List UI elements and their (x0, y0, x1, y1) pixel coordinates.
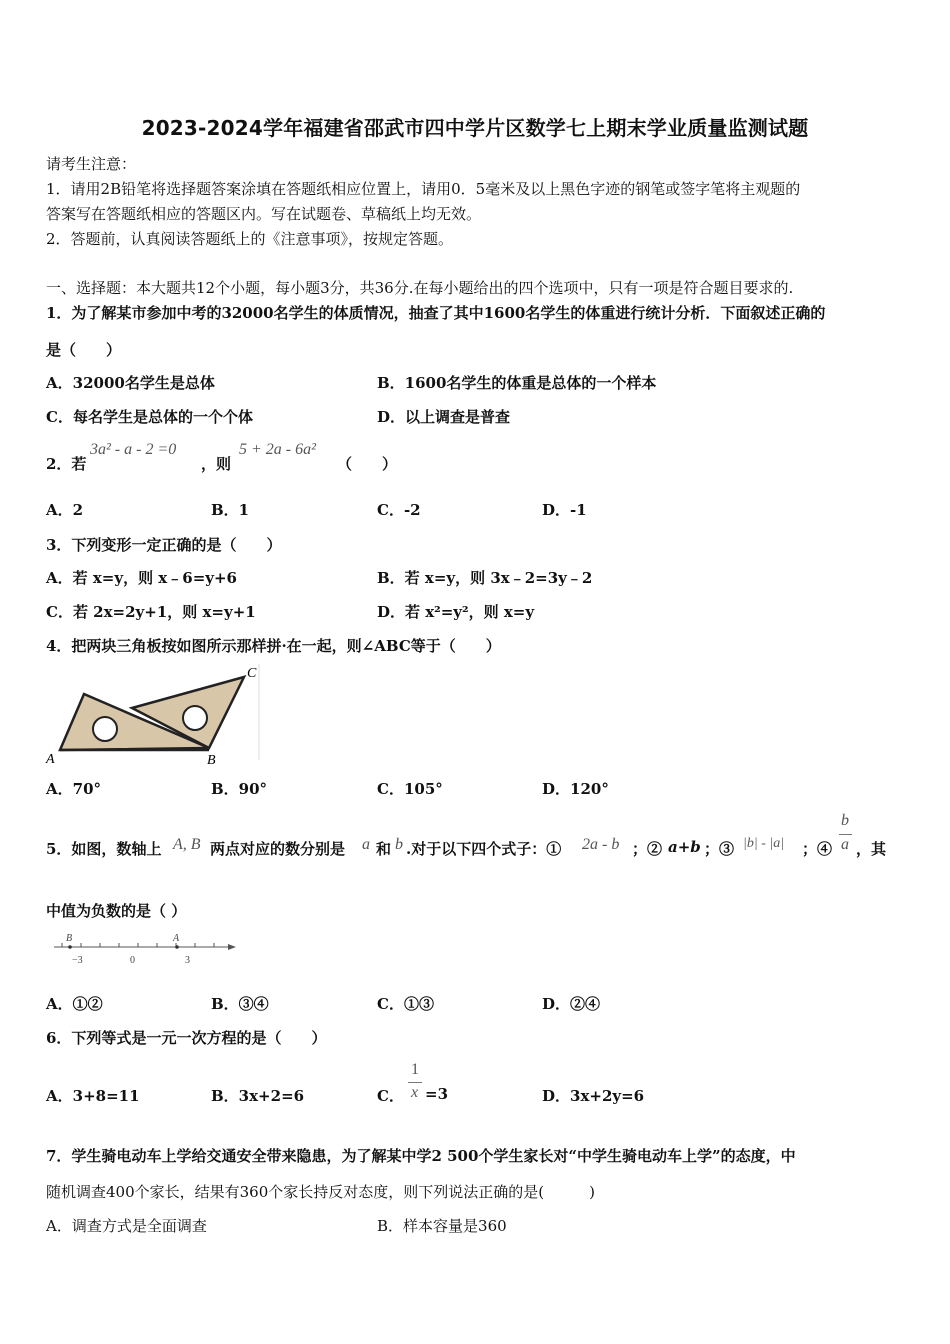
q5-sep-2: ；② (632, 840, 663, 858)
q5-expr-2: a+b (668, 838, 701, 856)
q5-frac-bar (839, 834, 852, 835)
q4-option-d: D．120° (542, 780, 609, 798)
q5-sep-3: ；③ (704, 840, 735, 858)
point-a (175, 945, 179, 949)
section-heading: 一、选择题：本大题共12个小题，每小题3分，共36分.在每小题给出的四个选项中，只有一项是符合题目要求的. (46, 279, 794, 297)
notice-line-1a: 1．请用2B铅笔将选择题答案涂填在答题纸相应位置上，请用0．5毫米及以上黑色字迹的钢笔或签字笔将主观题的 (46, 180, 801, 198)
notice-line-2: 2．答题前，认真阅读答题纸上的《注意事项》，按规定答题。 (46, 230, 454, 248)
q2-option-d: D．-1 (542, 501, 587, 519)
q5-prefix: 5．如图，数轴上 (46, 840, 162, 858)
q5-option-c: C．①③ (377, 995, 434, 1013)
q5-mid2: .对于以下四个式子：① (406, 840, 562, 858)
q5-option-d: D．②④ (542, 995, 601, 1013)
q2-expression: 5 + 2a - 6a² (239, 441, 316, 458)
point-b (68, 945, 72, 949)
q2-prefix: 2．若 (46, 455, 87, 473)
q1-option-a: A．32000名学生是总体 (46, 374, 215, 392)
notice-heading: 请考生注意： (46, 155, 137, 173)
q3-option-d: D．若 x²=y²，则 x=y (377, 603, 535, 621)
q7-option-b: B．样本容量是360 (377, 1217, 507, 1235)
q5-option-b: B．③④ (211, 995, 269, 1013)
q1-option-d: D．以上调查是普查 (377, 408, 511, 426)
q3-option-a: A．若 x=y，则 x﹣6=y+6 (46, 569, 237, 587)
q7-option-a: A．调查方式是全面调查 (46, 1217, 207, 1235)
label-a: A (46, 752, 55, 767)
triangle-hole-right (183, 706, 207, 730)
q5-number-line (50, 930, 240, 970)
q6-stem: 6．下列等式是一元一次方程的是（ ） (46, 1029, 327, 1047)
q5-tail: ，其 (856, 840, 887, 858)
triangle-hole-left (93, 717, 117, 741)
q1-stem-a: 1．为了解某市参加中考的32000名学生的体质情况，抽查了其中1600名学生的体重进行统计分析．下面叙述正确的 (46, 304, 826, 322)
q4-option-b: B．90° (211, 780, 268, 798)
page-title: 2023-2024学年福建省邵武市四中学片区数学七上期末学业质量监测试题 (141, 116, 809, 140)
label-c: C (247, 666, 257, 681)
q6-option-a: A．3+8=11 (46, 1087, 140, 1105)
q5-points: A, B (173, 836, 201, 853)
q5-frac-num: b (841, 812, 849, 829)
label-b: B (207, 753, 216, 768)
q2-option-a: A．2 (46, 501, 84, 519)
tick-label-0: 0 (130, 955, 135, 966)
q5-frac-den: a (841, 836, 849, 853)
notice-line-1b: 答案写在答题纸相应的答题区内。写在试题卷、草稿纸上均无效。 (46, 205, 482, 223)
tick-label-3: 3 (185, 955, 190, 966)
q2-equation: 3a² - a - 2 =0 (90, 441, 177, 458)
q1-option-c: C．每名学生是总体的一个个体 (46, 408, 253, 426)
q4-triangle-figure (44, 660, 264, 768)
q6-option-c-prefix: C． (377, 1087, 404, 1105)
q6-option-c-suffix: =3 (425, 1085, 449, 1103)
q4-option-c: C．105° (377, 780, 443, 798)
q5-expr-3: |b| - |a| (743, 836, 785, 851)
q6-option-b: B．3x+2=6 (211, 1087, 305, 1105)
q6-option-d: D．3x+2y=6 (542, 1087, 645, 1105)
q2-then: ，则 (201, 455, 232, 473)
q5-line-2: 中值为负数的是（ ） (46, 902, 187, 920)
q7-stem-b: 随机调查400个家长，结果有360个家长持反对态度，则下列说法正确的是( ) (46, 1183, 595, 1201)
tick-label-minus-3: −3 (72, 955, 83, 966)
q4-stem: 4．把两块三角板按如图所示那样拼·在一起，则∠ABC等于（ ） (46, 637, 501, 655)
q6-frac-num: 1 (411, 1061, 419, 1078)
q3-option-c: C．若 2x=2y+1，则 x=y+1 (46, 603, 256, 621)
q6-frac-den: x (411, 1084, 419, 1101)
q7-stem-a: 7．学生骑电动车上学给交通安全带来隐患，为了解某中学2 500个学生家长对“中学生骑电动车上学”的态度，中 (46, 1147, 796, 1165)
q3-option-b: B．若 x=y，则 3x﹣2=3y﹣2 (377, 569, 593, 587)
q5-sep-4: ；④ (802, 840, 833, 858)
q5-mid1: 两点对应的数分别是 (210, 840, 346, 858)
axis-label-b: B (66, 933, 73, 944)
q2-paren: （ ） (337, 455, 398, 473)
axis-label-a: A (173, 933, 180, 944)
q2-option-c: C．-2 (377, 501, 421, 519)
q6-frac-bar (408, 1082, 422, 1083)
q5-var-b: b (395, 836, 403, 853)
q3-stem: 3．下列变形一定正确的是（ ） (46, 536, 282, 554)
q5-option-a: A．①② (46, 995, 103, 1013)
q1-stem-b: 是（ ） (46, 341, 122, 359)
q5-and: 和 (376, 840, 392, 858)
q4-option-a: A．70° (46, 780, 102, 798)
q5-expr-1: 2a - b (582, 836, 620, 853)
q2-option-b: B．1 (211, 501, 250, 519)
q5-var-a: a (362, 836, 370, 853)
q1-option-b: B．1600名学生的体重是总体的一个样本 (377, 374, 657, 392)
